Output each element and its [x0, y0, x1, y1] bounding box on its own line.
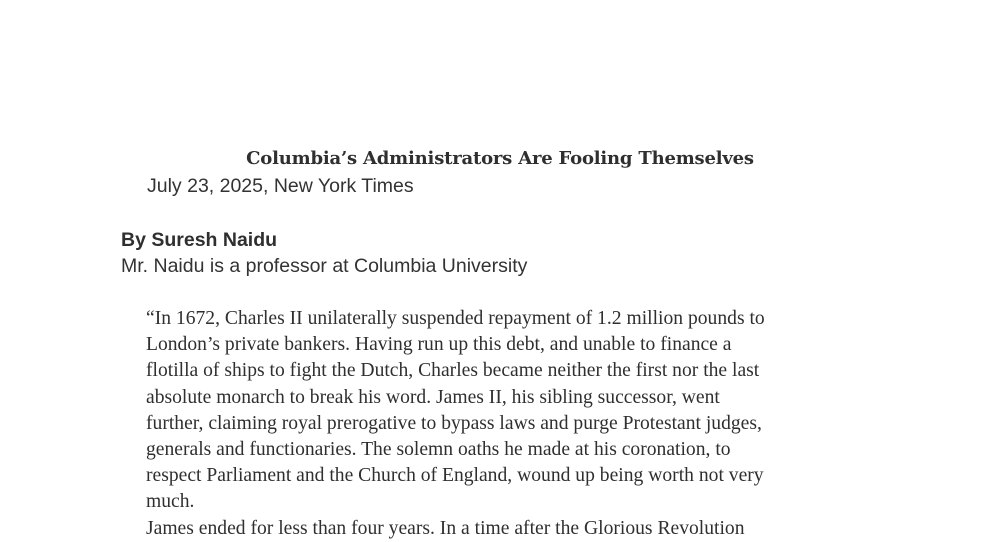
quote-line: flotilla of ships to fight the Dutch, Charles became neither the first nor the last — [146, 360, 760, 382]
author-affiliation: Mr. Naidu is a professor at Columbia University — [121, 255, 528, 277]
article-byline: By Suresh Naidu — [121, 229, 278, 251]
article-title: Columbia’s Administrators Are Fooling Themselves — [246, 148, 754, 169]
quote-line: James ended for less than four years. In a time after the Glorious Revolution — [146, 517, 745, 539]
quote-line: respect Parliament and the Church of England, wound up being worth not very — [146, 465, 764, 487]
article-dateline: July 23, 2025, New York Times — [147, 175, 414, 197]
quote-line: generals and functionaries. The solemn oaths he made at his coronation, to — [146, 439, 731, 461]
quote-line: much. — [146, 491, 195, 513]
quote-line: absolute monarch to break his word. James II, his sibling successor, went — [146, 386, 720, 408]
article-quote — [146, 306, 866, 542]
quote-line: further, claiming royal prerogative to bypass laws and purge Protestant judges, — [146, 412, 762, 434]
quote-line: “In 1672, Charles II unilaterally suspended repayment of 1.2 million pounds to — [146, 308, 765, 329]
quote-line: London’s private bankers. Having run up this debt, and unable to finance a — [146, 334, 732, 356]
